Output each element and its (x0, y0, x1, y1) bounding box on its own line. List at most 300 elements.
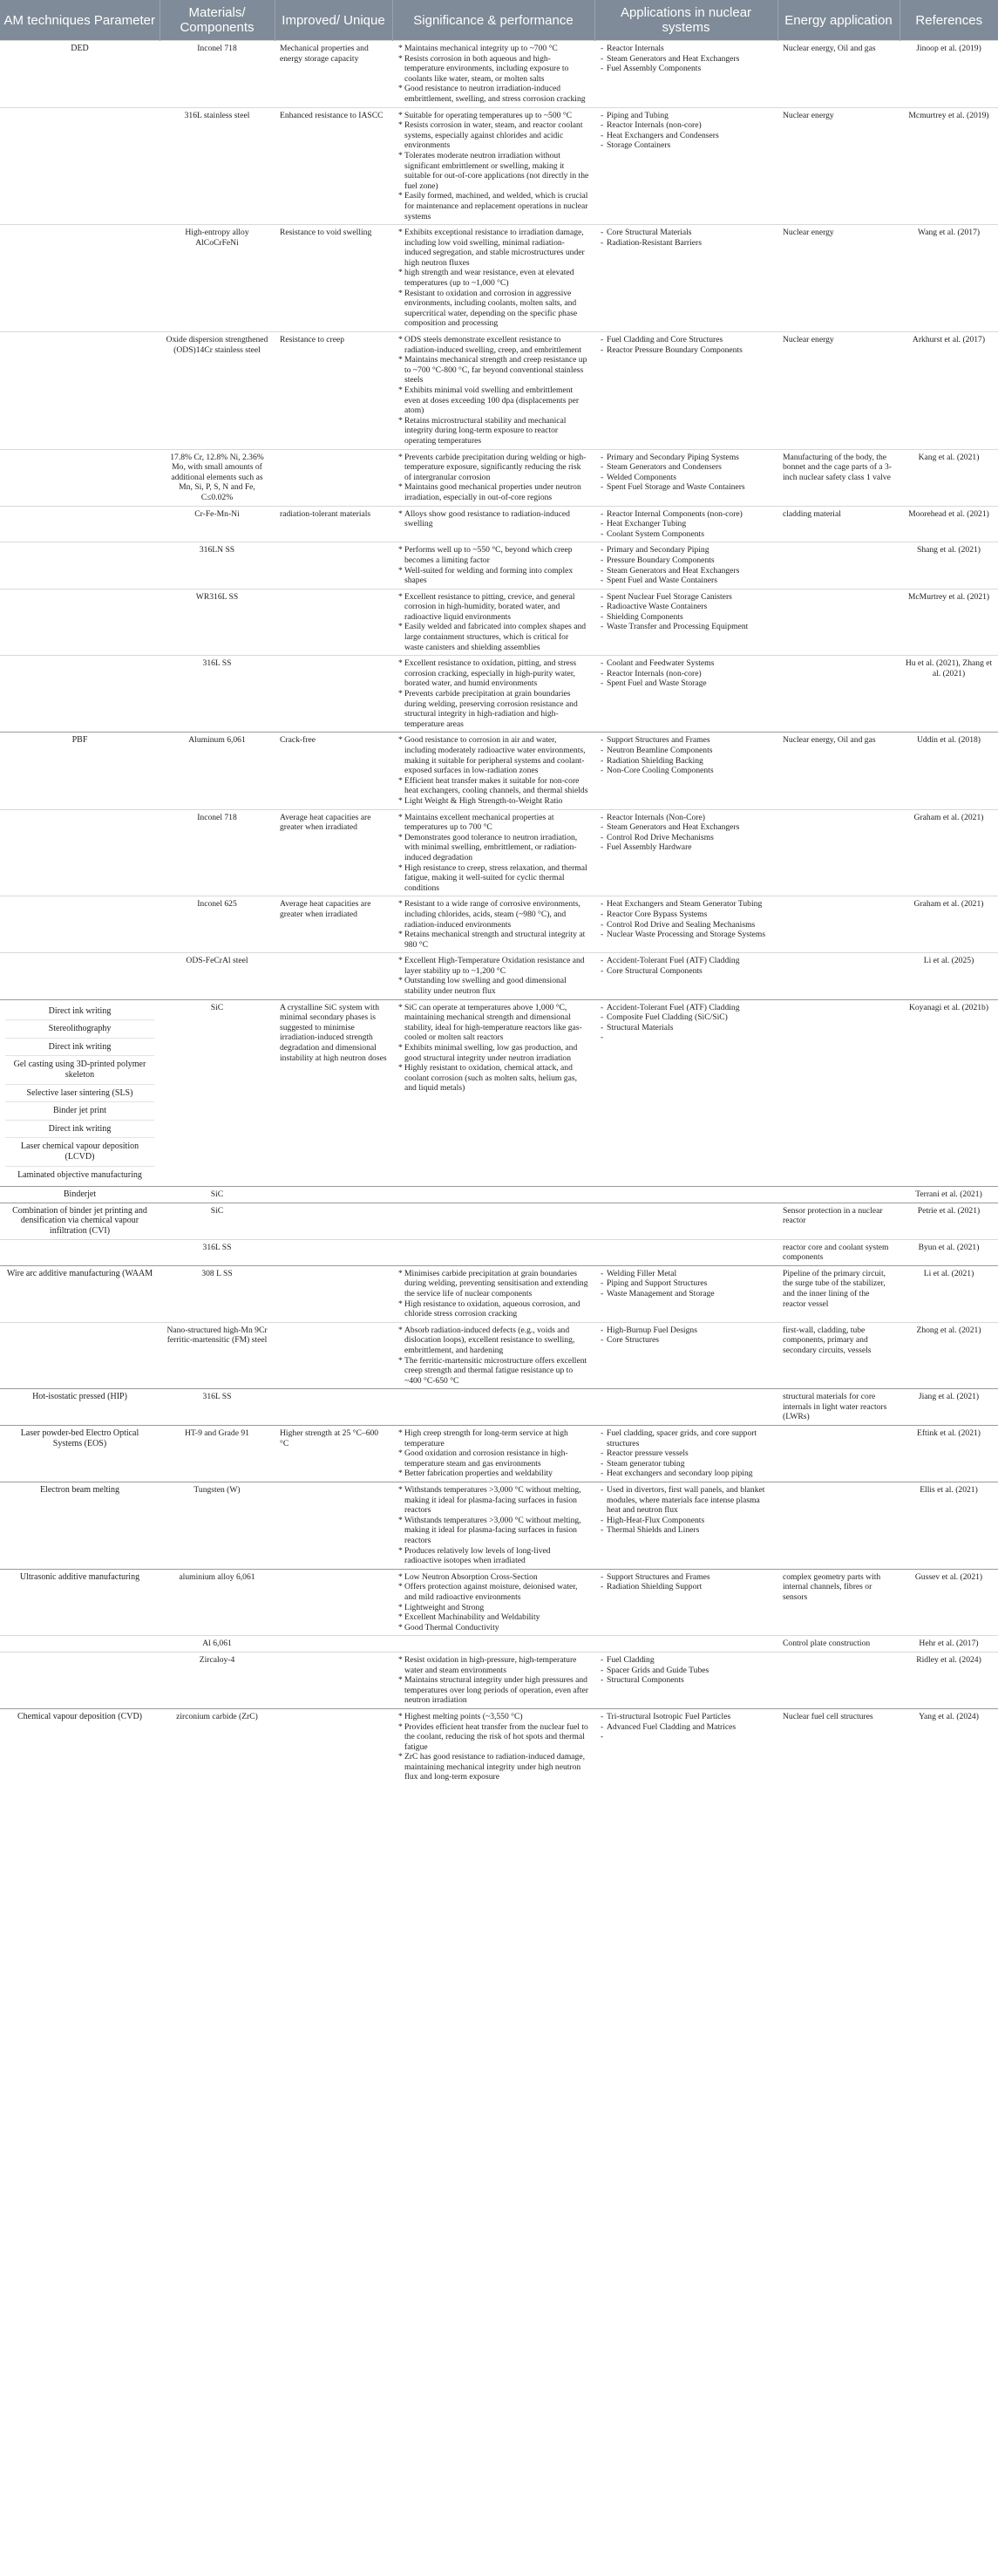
applications-cell (594, 999, 777, 1187)
energy-cell: complex geometry parts with internal channels, fibres or sensors (783, 1571, 881, 1602)
sic-technique-list (0, 999, 160, 1187)
table-body-ded-pbf (0, 41, 998, 1000)
energy-cell: Nuclear fuel cell structures (783, 1711, 873, 1721)
application-item: - Heat Exchangers and Condensers (607, 131, 772, 141)
technique-cell: Combination of binder jet printing and densification via chemical vapour infiltration (CVI) (12, 1205, 147, 1236)
significance-item: * Highly resistant to oxidation, chemical attack, and coolant corrosion (such as molten salts, helium gas, and liquid metals) (404, 1063, 589, 1094)
application-item: - Waste Management and Storage (607, 1289, 772, 1299)
technique-cell: Hot-isostatic pressed (HIP) (32, 1392, 127, 1402)
reference-cell: Eftink et al. (2021) (917, 1428, 981, 1439)
material-cell: 316LN SS (199, 545, 235, 555)
material-cell: SiC (210, 1189, 224, 1200)
significance-item: * Minimises carbide precipitation at grain boundaries during welding, preventing sensitisation and extending the service life of nuclear components (404, 1269, 589, 1299)
applications-cell (594, 1389, 777, 1426)
applications-cell (594, 449, 777, 506)
application-item: - Reactor Core Bypass Systems (607, 910, 772, 920)
reference-cell: Uddin et al. (2018) (916, 735, 981, 746)
technique-label: Direct ink writing (5, 1039, 154, 1057)
application-item: - Fuel Cladding and Core Structures (607, 335, 772, 345)
reference-cell: Hehr et al. (2017) (919, 1639, 979, 1649)
technique-cell (0, 656, 160, 733)
technique-cell: Ultrasonic additive manufacturing (19, 1571, 140, 1582)
significance-item: * Exhibits exceptional resistance to irradiation damage, including low void swelling, minimal radiation-induced segregation, and stable microstructures under high neutron fluxes (404, 228, 589, 268)
application-item: - Radiation-Resistant Barriers (607, 238, 772, 249)
material-cell: 308 L SS (201, 1268, 233, 1278)
table-row (0, 1322, 998, 1389)
improved-cell: Resistance to void swelling (280, 228, 372, 238)
technique-cell (0, 449, 160, 506)
applications-cell (594, 953, 777, 999)
technique-cell: Laser powder-bed Electro Optical Systems (EOS) (20, 1428, 139, 1448)
significance-cell (392, 589, 594, 656)
significance-cell (392, 1187, 594, 1203)
significance-item: * Efficient heat transfer makes it suitable for non-core heat exchangers, cooling channels, and thermal shields (404, 776, 589, 796)
application-item: - Reactor Internal Components (non-core) (607, 509, 772, 520)
material-cell: SiC (210, 1002, 224, 1012)
table-body-other (0, 1187, 998, 1785)
header-materials: Materials/ Components (160, 0, 275, 41)
application-item: - Reactor pressure vessels (607, 1448, 772, 1459)
application-item: - Steam Generators and Condensers (607, 462, 772, 473)
technique-cell: DED (71, 44, 89, 53)
table-row (0, 1708, 998, 1785)
application-item: - Radiation Shielding Support (607, 1582, 772, 1592)
applications-cell (594, 1187, 777, 1203)
technique-label: Binder jet print (5, 1102, 154, 1121)
significance-item: * High creep strength for long-term service at high temperature (404, 1428, 589, 1448)
reference-cell: Byun et al. (2021) (918, 1242, 980, 1252)
significance-item: * Provides efficient heat transfer from the nuclear fuel to the coolant, reducing the risk of hot spots and thermal fatigue (404, 1722, 589, 1753)
improved-cell: radiation-tolerant materials (280, 508, 371, 519)
significance-cell (392, 1569, 594, 1636)
technique-cell (0, 1239, 160, 1265)
material-cell: Al 6,061 (202, 1639, 232, 1649)
improved-cell: Mechanical properties and energy storage capacity (280, 44, 369, 64)
technique-label: Laser chemical vapour deposition (LCVD) (5, 1138, 154, 1166)
table-row (0, 1652, 998, 1708)
significance-item: * Light Weight & High Strength-to-Weight Ratio (404, 796, 589, 807)
material-cell: Tungsten (W) (193, 1485, 241, 1496)
table-row (0, 896, 998, 953)
significance-cell (392, 225, 594, 332)
improved-cell: Crack-free (280, 735, 316, 746)
applications-cell (594, 1203, 777, 1239)
reference-cell: Li et al. (2021) (923, 1268, 974, 1278)
reference-cell: Mcmurtrey et al. (2019) (908, 110, 989, 120)
applications-cell (594, 896, 777, 953)
technique-label: Direct ink writing (5, 1121, 154, 1139)
application-item: - High-Heat-Flux Components (607, 1516, 772, 1526)
reference-cell: Graham et al. (2021) (913, 899, 984, 910)
energy-cell: Nuclear energy, Oil and gas (783, 44, 876, 53)
energy-cell: Nuclear energy (783, 228, 834, 238)
significance-item: * Alloys show good resistance to radiation-induced swelling (404, 509, 589, 529)
material-cell: Aluminum 6,061 (188, 735, 246, 746)
energy-cell (777, 1187, 900, 1203)
significance-item: * high strength and wear resistance, even at elevated temperatures (up to ~1,000 °C) (404, 268, 589, 288)
table-row (0, 656, 998, 733)
table-row (0, 41, 998, 108)
table-row (0, 1389, 998, 1426)
energy-cell: Control plate construction (783, 1639, 871, 1649)
application-item: - Accident-Tolerant Fuel (ATF) Cladding (607, 1003, 772, 1013)
significance-item: * ZrC has good resistance to radiation-induced damage, maintaining mechanical integrity under high neutron flux and long-term exposure (404, 1752, 589, 1782)
significance-item: * Good oxidation and corrosion resistance in high-temperature steam and gas environments (404, 1448, 589, 1469)
energy-cell (777, 809, 900, 896)
improved-cell (275, 589, 392, 656)
energy-cell (777, 656, 900, 733)
significance-item: * Good resistance to corrosion in air and water, including moderately radioactive water environments, making it suitable for peripheral systems and coolant-exposed surfaces in low-radiation zones (404, 735, 589, 775)
reference-cell: Arkhurst et al. (2017) (912, 335, 986, 345)
energy-cell: first-wall, cladding, tube components, primary and secondary circuits, vessels (783, 1325, 872, 1355)
significance-item: * Maintains excellent mechanical properties at temperatures up to 700 °C (404, 813, 589, 833)
significance-item: * Tolerates moderate neutron irradiation without significant embrittlement or swelling, making it suitable for out-of-core applications (not directly in the fuel zone) (404, 151, 589, 191)
significance-cell (392, 1708, 594, 1785)
application-item: - Support Structures and Frames (607, 1572, 772, 1583)
application-item: - Nuclear Waste Processing and Storage Systems (607, 930, 772, 940)
application-item: - Heat exchangers and secondary loop piping (607, 1469, 772, 1479)
energy-cell: reactor core and coolant system components (783, 1242, 889, 1263)
significance-item: * Excellent Machinability and Weldability (404, 1612, 589, 1623)
application-item: - Spent Fuel and Waste Storage (607, 678, 772, 689)
improved-cell: A crystalline SiC system with minimal secondary phases is suggested to minimise irradiation-induced strength degradation and dimensional instability at high neutron doses (280, 1002, 387, 1063)
application-item: - Thermal Shields and Liners (607, 1525, 772, 1536)
significance-item: * Maintains structural integrity under high pressures and temperatures over long periods of operation, even after neutron irradiation (404, 1675, 589, 1706)
improved-cell (275, 1322, 392, 1389)
energy-cell: cladding material (783, 508, 841, 519)
table-row (0, 953, 998, 999)
applications-cell (594, 107, 777, 225)
improved-cell (275, 542, 392, 589)
energy-cell (777, 1652, 900, 1708)
significance-cell (392, 1389, 594, 1426)
significance-item: * Retains microstructural stability and mechanical integrity during long-term exposure to reactor operating temperatures (404, 416, 589, 446)
table-row (0, 332, 998, 450)
applications-cell (594, 656, 777, 733)
reference-cell: Koyanagi et al. (2021b) (908, 1002, 989, 1012)
significance-cell (392, 953, 594, 999)
technique-cell (0, 1652, 160, 1708)
material-cell: Inconel 625 (197, 899, 237, 910)
material-cell: 316L SS (202, 1392, 232, 1402)
reference-cell: Graham et al. (2021) (913, 812, 984, 822)
application-item: - Control Rod Drive and Sealing Mechanisms (607, 920, 772, 930)
significance-item: * Easily welded and fabricated into complex shapes and large containment structures, which is critical for waste canisters and shielding assemblies (404, 622, 589, 652)
reference-cell: Kang et al. (2021) (918, 452, 980, 462)
significance-item: * Withstands temperatures >3,000 °C without melting, making it ideal for plasma-facing surfaces in fusion reactors (404, 1485, 589, 1516)
improved-cell (275, 953, 392, 999)
technique-cell (0, 542, 160, 589)
improved-cell (275, 1569, 392, 1636)
significance-cell (392, 41, 594, 108)
significance-cell (392, 1426, 594, 1482)
applications-cell (594, 1426, 777, 1482)
application-item: - Reactor Internals (Non-Core) (607, 813, 772, 823)
header-applications: Applications in nuclear systems (594, 0, 777, 41)
application-item: - Steam Generators and Heat Exchangers (607, 54, 772, 65)
technique-cell: Binderjet (63, 1189, 97, 1200)
improved-cell (275, 1482, 392, 1570)
significance-cell (392, 332, 594, 450)
improved-cell: Higher strength at 25 °C–600 °C (280, 1428, 379, 1448)
material-cell: Inconel 718 (197, 44, 237, 53)
technique-label: Laminated objective manufacturing (17, 1169, 142, 1180)
significance-item: * Maintains mechanical integrity up to ~700 °C (404, 44, 589, 54)
energy-cell (777, 953, 900, 999)
reference-cell: Terrani et al. (2021) (915, 1189, 982, 1200)
significance-item: * Excellent High-Temperature Oxidation resistance and layer stability up to ~1,200 °C (404, 956, 589, 976)
table-row (0, 589, 998, 656)
reference-cell: Yang et al. (2024) (919, 1711, 979, 1721)
table-row (0, 449, 998, 506)
energy-cell: Pipeline of the primary circuit, the surge tube of the stabilizer, and the inner lining of the reactor vessel (783, 1268, 886, 1309)
technique-label: Gel casting using 3D-printed polymer skeleton (5, 1056, 154, 1084)
technique-label: Selective laser sintering (SLS) (5, 1085, 154, 1103)
significance-item: * Highest melting points (~3,550 °C) (404, 1712, 589, 1722)
energy-cell: Nuclear energy (783, 110, 834, 120)
material-cell: ODS-FeCrAl steel (186, 956, 248, 966)
applications-cell (594, 1239, 777, 1265)
table-row (0, 107, 998, 225)
application-item: - Primary and Secondary Piping Systems (607, 453, 772, 463)
application-item: - Structural Materials (607, 1023, 772, 1033)
significance-cell (392, 999, 594, 1187)
material-cell: zirconium carbide (ZrC) (176, 1711, 258, 1721)
application-item: - Advanced Fuel Cladding and Matrices (607, 1722, 772, 1733)
improved-cell: Average heat capacities are greater when irradiated (280, 812, 371, 833)
reference-cell: Li et al. (2025) (923, 956, 974, 966)
applications-cell (594, 1636, 777, 1653)
header-improved: Improved/ Unique (275, 0, 392, 41)
technique-cell: Wire arc additive manufacturing (WAAM (6, 1268, 153, 1278)
application-item: - Fuel Assembly Components (607, 64, 772, 74)
significance-item: * Resist oxidation in high-pressure, high-temperature water and steam environments (404, 1655, 589, 1675)
technique-cell (0, 589, 160, 656)
energy-cell: Nuclear energy (783, 335, 834, 345)
application-item: - Primary and Secondary Piping (607, 545, 772, 555)
significance-cell (392, 107, 594, 225)
significance-cell (392, 809, 594, 896)
improved-cell (275, 1265, 392, 1322)
energy-cell (777, 542, 900, 589)
applications-cell (594, 733, 777, 809)
significance-item: * Absorb radiation-induced defects (e.g., voids and dislocation loops), excellent resistance to swelling, embrittlement, and hardening (404, 1325, 589, 1356)
material-cell: HT-9 and Grade 91 (185, 1428, 249, 1439)
application-item: - Spent Nuclear Fuel Storage Canisters (607, 592, 772, 603)
material-cell: SiC (210, 1205, 224, 1216)
energy-cell (777, 1482, 900, 1570)
application-item: - Reactor Pressure Boundary Components (607, 345, 772, 356)
improved-cell (275, 1636, 392, 1653)
table-row-sic (0, 999, 998, 1187)
applications-cell (594, 589, 777, 656)
table-row (0, 542, 998, 589)
application-item: - Accident-Tolerant Fuel (ATF) Cladding (607, 956, 772, 966)
application-item: - Reactor Internals (non-core) (607, 669, 772, 679)
technique-label: Direct ink writing (5, 1003, 154, 1021)
reference-cell: Moorehead et al. (2021) (908, 508, 989, 519)
application-item: - Fuel Assembly Hardware (607, 842, 772, 853)
table-row (0, 506, 998, 542)
application-item: - Heat Exchanger Tubing (607, 519, 772, 529)
significance-item: * Resists corrosion in water, steam, and reactor coolant systems, especially against chlorides and acidic environments (404, 120, 589, 151)
significance-item: * Outstanding low swelling and good dimensional stability under neutron flux (404, 976, 589, 996)
significance-cell (392, 1636, 594, 1653)
material-cell: Zircaloy-4 (199, 1654, 235, 1665)
energy-cell (777, 999, 900, 1187)
technique-cell: PBF (71, 735, 88, 746)
application-item: - Heat Exchangers and Steam Generator Tubing (607, 899, 772, 910)
significance-item: * Maintains mechanical strength and creep resistance up to ~700 °C-800 °C, far beyond conventional stainless steels (404, 355, 589, 385)
technique-cell: Electron beam melting (39, 1485, 120, 1496)
material-cell: 316L SS (202, 1242, 232, 1252)
significance-item: * ODS steels demonstrate excellent resistance to radiation-induced swelling, creep, and embrittlement (404, 335, 589, 355)
reference-cell: Gussev et al. (2021) (914, 1571, 983, 1582)
application-item: - Core Structural Materials (607, 228, 772, 238)
application-item: - Welded Components (607, 473, 772, 483)
technique-cell (0, 1636, 160, 1653)
significance-cell (392, 1203, 594, 1239)
significance-item: * Retains mechanical strength and structural integrity at 980 °C (404, 930, 589, 950)
application-item: - Coolant and Feedwater Systems (607, 658, 772, 669)
application-item: - Reactor Internals (607, 44, 772, 54)
significance-item: * High resistance to oxidation, aqueous corrosion, and chloride stress corrosion cracking (404, 1299, 589, 1319)
application-item: - Spent Fuel and Waste Containers (607, 576, 772, 586)
application-item: - Reactor Internals (non-core) (607, 120, 772, 131)
applications-cell (594, 1265, 777, 1322)
application-item: - Core Structural Components (607, 966, 772, 977)
significance-cell (392, 1239, 594, 1265)
improved-cell (275, 449, 392, 506)
significance-item: * Resists corrosion in both aqueous and high-temperature environments, including exposure to coolants like water, steam, or molten salts (404, 54, 589, 85)
applications-cell (594, 1569, 777, 1636)
significance-item: * Resistant to a wide range of corrosive environments, including chlorides, acids, steam (~980 °C), and radiation-induced environments (404, 899, 589, 930)
energy-cell: Manufacturing of the body, the bonnet and the cage parts of a 3-inch nuclear safety class 1 valve (783, 452, 892, 482)
application-item: - Steam generator tubing (607, 1459, 772, 1469)
improved-cell (275, 1203, 392, 1239)
application-item: - Radioactive Waste Containers (607, 602, 772, 612)
application-item: - Waste Transfer and Processing Equipment (607, 622, 772, 632)
application-item: - Control Rod Drive Mechanisms (607, 833, 772, 843)
applications-cell (594, 1652, 777, 1708)
significance-cell (392, 506, 594, 542)
significance-item: * The ferritic-martensitic microstructure offers excellent creep strength and thermal fatigue resistance up to ~400 °C-650 °C (404, 1356, 589, 1387)
significance-item: * Lightweight and Strong (404, 1603, 589, 1613)
energy-cell (777, 589, 900, 656)
technique-cell (0, 506, 160, 542)
application-item: - Spent Fuel Storage and Waste Containers (607, 482, 772, 493)
application-item: - Neutron Beamline Components (607, 746, 772, 756)
reference-cell: Hu et al. (2021), Zhang et al. (2021) (905, 658, 993, 678)
improved-cell: Average heat capacities are greater when irradiated (280, 899, 371, 919)
significance-cell (392, 733, 594, 809)
table-row (0, 1265, 998, 1322)
energy-cell (777, 1426, 900, 1482)
improved-cell (275, 1389, 392, 1426)
energy-cell: Nuclear energy, Oil and gas (783, 735, 876, 746)
energy-cell: Sensor protection in a nuclear reactor (783, 1205, 883, 1226)
material-cell: 316L stainless steel (184, 110, 250, 120)
significance-cell (392, 896, 594, 953)
significance-cell (392, 1482, 594, 1570)
significance-cell (392, 1322, 594, 1389)
improved-cell (275, 1708, 392, 1785)
application-item: - Fuel Cladding (607, 1655, 772, 1666)
significance-item: * Withstands temperatures >3,000 °C without melting, making it ideal for plasma-facing surfaces in fusion reactors (404, 1516, 589, 1546)
improved-cell (275, 1652, 392, 1708)
significance-item: * Better fabrication properties and weldability (404, 1469, 589, 1479)
significance-cell (392, 1265, 594, 1322)
table-row (0, 1426, 998, 1482)
significance-item: * Well-suited for welding and forming into complex shapes (404, 566, 589, 586)
significance-item: * Excellent resistance to oxidation, pitting, and stress corrosion cracking, especially in high-purity water, borated water, and humid environments (404, 658, 589, 689)
application-item: - Fuel cladding, spacer grids, and core support structures (607, 1428, 772, 1448)
application-item: - Used in divertors, first wall panels, and blanket modules, where materials face intense plasma heat and neutron flux (607, 1485, 772, 1516)
significance-cell (392, 1652, 594, 1708)
applications-cell (594, 1322, 777, 1389)
improved-cell (275, 1239, 392, 1265)
significance-item: * Low Neutron Absorption Cross-Section (404, 1572, 589, 1583)
reference-cell: Jiang et al. (2021) (918, 1392, 980, 1402)
header-references: References (900, 0, 998, 41)
reference-cell: Ridley et al. (2024) (916, 1654, 981, 1665)
technique-label: Stereolithography (5, 1020, 154, 1039)
technique-cell (0, 107, 160, 225)
significance-item: * Good resistance to neutron irradiation-induced embrittlement, swelling, and stress corrosion cracking (404, 84, 589, 104)
application-item: - Structural Components (607, 1675, 772, 1686)
energy-cell: structural materials for core internals in light water reactors (LWRs) (783, 1392, 887, 1422)
material-cell: 316L SS (202, 658, 232, 669)
material-cell: WR316L SS (195, 591, 239, 602)
header-row (0, 0, 998, 41)
application-item: - Support Structures and Frames (607, 735, 772, 746)
significance-item: * Offers protection against moisture, deionised water, and mild radioactive environments (404, 1582, 589, 1602)
table-row (0, 733, 998, 809)
significance-item: * Prevents carbide precipitation during welding or high-temperature exposure, significantly reducing the risk of intergranular corrosion (404, 453, 589, 483)
reference-cell: McMurtrey et al. (2021) (907, 591, 990, 602)
application-item: - Steam Generators and Heat Exchangers (607, 822, 772, 833)
header-energy: Energy application (777, 0, 900, 41)
significance-item: * Maintains good mechanical properties under neutron irradiation, especially in out-of-core regions (404, 482, 589, 502)
table-body-sic (0, 999, 998, 1187)
improved-cell: Enhanced resistance to IASCC (280, 110, 384, 120)
technique-cell (0, 809, 160, 896)
material-cell: Cr-Fe-Mn-Ni (194, 508, 240, 519)
significance-item: * Excellent resistance to pitting, crevice, and general corrosion in high-humidity, borated water, and radioactive liquid environments (404, 592, 589, 623)
material-cell: Oxide dispersion strengthened (ODS)14Cr stainless steel (166, 335, 268, 355)
reference-cell: Ellis et al. (2021) (920, 1485, 978, 1496)
material-cell: High-entropy alloy AlCoCrFeNi (185, 228, 249, 248)
application-item: - Storage Containers (607, 140, 772, 151)
application-item: - Welding Filler Metal (607, 1269, 772, 1279)
application-item: - Steam Generators and Heat Exchangers (607, 566, 772, 576)
table-row (0, 1636, 998, 1653)
significance-item: * Demonstrates good tolerance to neutron irradiation, with minimal swelling, embrittlement, or radiation-induced degradation (404, 833, 589, 863)
application-item: - Piping and Support Structures (607, 1278, 772, 1289)
applications-cell (594, 41, 777, 108)
table-row (0, 1203, 998, 1239)
significance-cell (392, 542, 594, 589)
application-item: - Composite Fuel Cladding (SiC/SiC) (607, 1012, 772, 1023)
table-row (0, 1239, 998, 1265)
significance-item: * Exhibits minimal swelling, low gas production, and good structural integrity under neutron irradiation (404, 1043, 589, 1063)
technique-cell: Chemical vapour deposition (CVD) (17, 1711, 143, 1721)
significance-item: * Performs well up to ~550 °C, beyond which creep becomes a limiting factor (404, 545, 589, 565)
application-item: - Shielding Components (607, 612, 772, 623)
material-cell: Nano-structured high-Mn 9Cr ferritic-martensitic (FM) steel (166, 1325, 268, 1346)
application-item: - Piping and Tubing (607, 111, 772, 121)
table-row (0, 809, 998, 896)
